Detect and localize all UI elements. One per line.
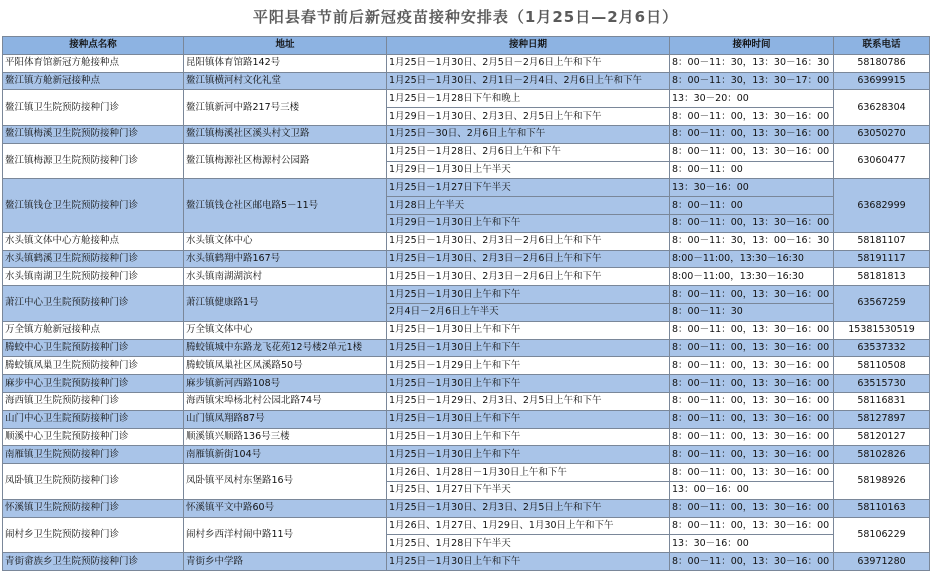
header-site-name: 接种点名称 — [3, 37, 184, 55]
address-cell: 海西镇宋埠杨北村公园北路74号 — [184, 392, 387, 410]
address-cell: 鳌江镇横河村文化礼堂 — [184, 72, 387, 90]
phone-cell: 58110163 — [834, 499, 930, 517]
site-name-cell: 腾蛟中心卫生院预防接种门诊 — [3, 339, 184, 357]
site-name-cell: 水头镇文体中心方舱接种点 — [3, 232, 184, 250]
site-name-cell: 怀溪镇卫生院预防接种门诊 — [3, 499, 184, 517]
time-cell: 8：00－11：30，13：30－17：00 — [670, 72, 834, 90]
phone-cell: 58106229 — [834, 517, 930, 553]
date-cell: 1月25日－1月30日上午和下午 — [387, 339, 670, 357]
phone-cell: 58191117 — [834, 250, 930, 268]
time-cell: 8：00－11：30 — [670, 303, 834, 321]
site-name-cell: 平阳体育馆新冠方舱接种点 — [3, 54, 184, 72]
date-cell: 1月25日－1月30日上午和下午 — [387, 410, 670, 428]
phone-cell: 58181107 — [834, 232, 930, 250]
date-cell: 1月25日－1月30日、2月3日－2月6日上午和下午 — [387, 268, 670, 286]
date-cell: 2月4日－2月6日上午半天 — [387, 303, 670, 321]
table-row — [3, 553, 930, 571]
date-cell: 1月26日、1月28日－1月30日上午和下午 — [387, 464, 670, 482]
table-row — [3, 410, 930, 428]
site-name-cell: 鳌江镇梅溪卫生院预防接种门诊 — [3, 125, 184, 143]
time-cell: 8：00－11：00 — [670, 161, 834, 179]
address-cell: 鳌江镇梅源社区梅源村公园路 — [184, 143, 387, 179]
phone-cell: 58127897 — [834, 410, 930, 428]
site-name-cell: 水头镇南湖卫生院预防接种门诊 — [3, 268, 184, 286]
phone-cell: 63060477 — [834, 143, 930, 179]
table-row — [3, 268, 930, 286]
date-cell: 1月29日－1月30日、2月3日、2月5日上午和下午 — [387, 108, 670, 126]
table-row — [3, 250, 930, 268]
date-cell: 1月25日－1月30日上午和下午 — [387, 553, 670, 571]
address-cell: 水头镇鹤翔中路167号 — [184, 250, 387, 268]
address-cell: 萧江镇健康路1号 — [184, 286, 387, 322]
time-cell: 8：00－11：00，13：30－16：00 — [670, 392, 834, 410]
phone-cell: 63628304 — [834, 90, 930, 126]
address-cell: 万全镇文体中心 — [184, 321, 387, 339]
table-row — [3, 125, 930, 143]
time-cell: 13：30－16：00 — [670, 179, 834, 197]
table-row — [3, 392, 930, 410]
table-row — [3, 357, 930, 375]
table-row — [3, 72, 930, 90]
site-name-cell: 凤卧镇卫生院预防接种门诊 — [3, 464, 184, 500]
schedule-table — [2, 36, 930, 571]
time-cell: 8：00－11：00，13：30－16：00 — [670, 553, 834, 571]
date-cell: 1月25日－1月27日下午半天 — [387, 179, 670, 197]
date-cell: 1月25日－1月30日、2月3日－2月6日上午和下午 — [387, 250, 670, 268]
time-cell: 8：00－11：00，13：30－16：00 — [670, 428, 834, 446]
time-cell: 8：00－11：00，13：30－16：00 — [670, 375, 834, 393]
phone-cell: 63971280 — [834, 553, 930, 571]
date-cell: 1月25日－1月30日上午和下午 — [387, 375, 670, 393]
time-cell: 8：00－11：00，13：30－16：00 — [670, 410, 834, 428]
address-cell: 闹村乡西洋村闹中路11号 — [184, 517, 387, 553]
site-name-cell: 山门中心卫生院预防接种门诊 — [3, 410, 184, 428]
page-title: 平阳县春节前后新冠疫苗接种安排表（1月25日—2月6日） — [252, 8, 679, 26]
date-cell: 1月25日－1月29日、2月3日、2月5日上午和下午 — [387, 392, 670, 410]
phone-cell: 58116831 — [834, 392, 930, 410]
date-cell: 1月25日－1月30日、2月3日－2月6日上午和下午 — [387, 232, 670, 250]
phone-cell: 58110508 — [834, 357, 930, 375]
date-cell: 1月25日－1月30日上午和下午 — [387, 446, 670, 464]
time-cell: 13：30－16：00 — [670, 535, 834, 553]
phone-cell: 58102826 — [834, 446, 930, 464]
time-cell: 8：00－11：00，13：30－16：00 — [670, 143, 834, 161]
site-name-cell: 青街畲族乡卫生院预防接种门诊 — [3, 553, 184, 571]
table-row — [3, 286, 930, 304]
phone-cell: 63537332 — [834, 339, 930, 357]
address-cell: 鳌江镇钱仓社区邮电路5－11号 — [184, 179, 387, 232]
header-date: 接种日期 — [387, 37, 670, 55]
phone-cell: 15381530519 — [834, 321, 930, 339]
time-cell: 8：00－11：00，13：30－16：00 — [670, 339, 834, 357]
date-cell: 1月25日－1月29日上午和下午 — [387, 357, 670, 375]
address-cell: 凤卧镇平凤村东堡路16号 — [184, 464, 387, 500]
date-cell: 1月29日－1月30日上午半天 — [387, 161, 670, 179]
header-time: 接种时间 — [670, 37, 834, 55]
address-cell: 鳌江镇新河中路217号三楼 — [184, 90, 387, 126]
time-cell: 8：00－11：00，13：30－16：00 — [670, 286, 834, 304]
time-cell: 8：00－11：00，13：30－16：00 — [670, 125, 834, 143]
date-cell: 1月25日－1月30日、2月1日－2月4日、2月6日上午和下午 — [387, 72, 670, 90]
site-name-cell: 鳌江镇卫生院预防接种门诊 — [3, 90, 184, 126]
date-cell: 1月29日－1月30日上午和下午 — [387, 214, 670, 232]
site-name-cell: 闹村乡卫生院预防接种门诊 — [3, 517, 184, 553]
site-name-cell: 万全镇方舱新冠接种点 — [3, 321, 184, 339]
date-cell: 1月25日－1月30日上午和下午 — [387, 286, 670, 304]
table-row — [3, 446, 930, 464]
table-row — [3, 90, 930, 108]
date-cell: 1月28日上午半天 — [387, 197, 670, 215]
site-name-cell: 腾蛟镇凤巢卫生院预防接种门诊 — [3, 357, 184, 375]
table-row — [3, 143, 930, 161]
table-row — [3, 375, 930, 393]
address-cell: 山门镇凤翔路87号 — [184, 410, 387, 428]
table-row — [3, 517, 930, 535]
time-cell: 8：00－11：30，13：00－16：30 — [670, 232, 834, 250]
phone-cell: 58120127 — [834, 428, 930, 446]
time-cell: 13：30－20：00 — [670, 90, 834, 108]
address-cell: 水头镇文体中心 — [184, 232, 387, 250]
phone-cell: 63567259 — [834, 286, 930, 322]
phone-cell: 58180786 — [834, 54, 930, 72]
date-cell: 1月25日－1月28日、2月6日上午和下午 — [387, 143, 670, 161]
site-name-cell: 鳌江镇方舱新冠接种点 — [3, 72, 184, 90]
phone-cell: 58198926 — [834, 464, 930, 500]
address-cell: 鳌江镇梅溪社区溪头村文卫路 — [184, 125, 387, 143]
date-cell: 1月25日－30日、2月6日上午和下午 — [387, 125, 670, 143]
table-row — [3, 179, 930, 197]
date-cell: 1月25日、1月27日下午半天 — [387, 481, 670, 499]
address-cell: 南雁镇新街104号 — [184, 446, 387, 464]
table-row — [3, 54, 930, 72]
time-cell: 8：00－11：00，13：30－16：00 — [670, 499, 834, 517]
table-row — [3, 499, 930, 517]
address-cell: 麻步镇新河西路108号 — [184, 375, 387, 393]
table-body — [3, 54, 930, 570]
date-cell: 1月25日－1月30日上午和下午 — [387, 428, 670, 446]
time-cell: 8：00－11：00，13：30－16：00 — [670, 517, 834, 535]
date-cell: 1月25日、1月28日下午半天 — [387, 535, 670, 553]
time-cell: 8：00－11：00，13：30－16：00 — [670, 446, 834, 464]
table-row — [3, 464, 930, 482]
table-row — [3, 232, 930, 250]
site-name-cell: 海西镇卫生院预防接种门诊 — [3, 392, 184, 410]
site-name-cell: 水头镇鹤溪卫生院预防接种门诊 — [3, 250, 184, 268]
site-name-cell: 顺溪中心卫生院预防接种门诊 — [3, 428, 184, 446]
date-cell: 1月25日－1月30日、2月5日－2月6日上午和下午 — [387, 54, 670, 72]
phone-cell: 63050270 — [834, 125, 930, 143]
date-cell: 1月25日－1月30日、2月3日、2月5日上午和下午 — [387, 499, 670, 517]
address-cell: 顺溪镇兴顺路136号三楼 — [184, 428, 387, 446]
time-cell: 8：00－11：00 — [670, 197, 834, 215]
site-name-cell: 萧江中心卫生院预防接种门诊 — [3, 286, 184, 322]
date-cell: 1月25日－1月28日下午和晚上 — [387, 90, 670, 108]
table-row — [3, 339, 930, 357]
table-row — [3, 321, 930, 339]
address-cell: 水头镇南湖湖滨村 — [184, 268, 387, 286]
address-cell: 怀溪镇平文中路60号 — [184, 499, 387, 517]
address-cell: 昆阳镇体育馆路142号 — [184, 54, 387, 72]
site-name-cell: 麻步中心卫生院预防接种门诊 — [3, 375, 184, 393]
time-cell: 8:00－11:00，13:30－16:30 — [670, 268, 834, 286]
phone-cell: 58181813 — [834, 268, 930, 286]
site-name-cell: 鳌江镇梅源卫生院预防接种门诊 — [3, 143, 184, 179]
phone-cell: 63682999 — [834, 179, 930, 232]
address-cell: 腾蛟镇凤巢社区凤溪路50号 — [184, 357, 387, 375]
phone-cell: 63699915 — [834, 72, 930, 90]
time-cell: 8：00－11：30，13：30－16：30 — [670, 54, 834, 72]
time-cell: 8：00－11：00，13：30－16：00 — [670, 108, 834, 126]
address-cell: 青街乡中学路 — [184, 553, 387, 571]
site-name-cell: 鳌江镇钱仓卫生院预防接种门诊 — [3, 179, 184, 232]
header-phone: 联系电话 — [834, 37, 930, 55]
time-cell: 8：00－11：00，13：30－16：00 — [670, 464, 834, 482]
time-cell: 8:00－11:00，13:30－16:30 — [670, 250, 834, 268]
time-cell: 8：00－11：00，13：30－16：00 — [670, 214, 834, 232]
header-address: 地址 — [184, 37, 387, 55]
address-cell: 腾蛟镇城中东路龙飞花苑12号楼2单元1楼 — [184, 339, 387, 357]
date-cell: 1月25日－1月30日上午和下午 — [387, 321, 670, 339]
date-cell: 1月26日、1月27日、1月29日、1月30日上午和下午 — [387, 517, 670, 535]
table-row — [3, 428, 930, 446]
time-cell: 8：00－11：00，13：30－16：00 — [670, 357, 834, 375]
time-cell: 13：00－16：00 — [670, 481, 834, 499]
phone-cell: 63515730 — [834, 375, 930, 393]
site-name-cell: 南雁镇卫生院预防接种门诊 — [3, 446, 184, 464]
time-cell: 8：00－11：00，13：30－16：00 — [670, 321, 834, 339]
header-row — [3, 37, 930, 55]
